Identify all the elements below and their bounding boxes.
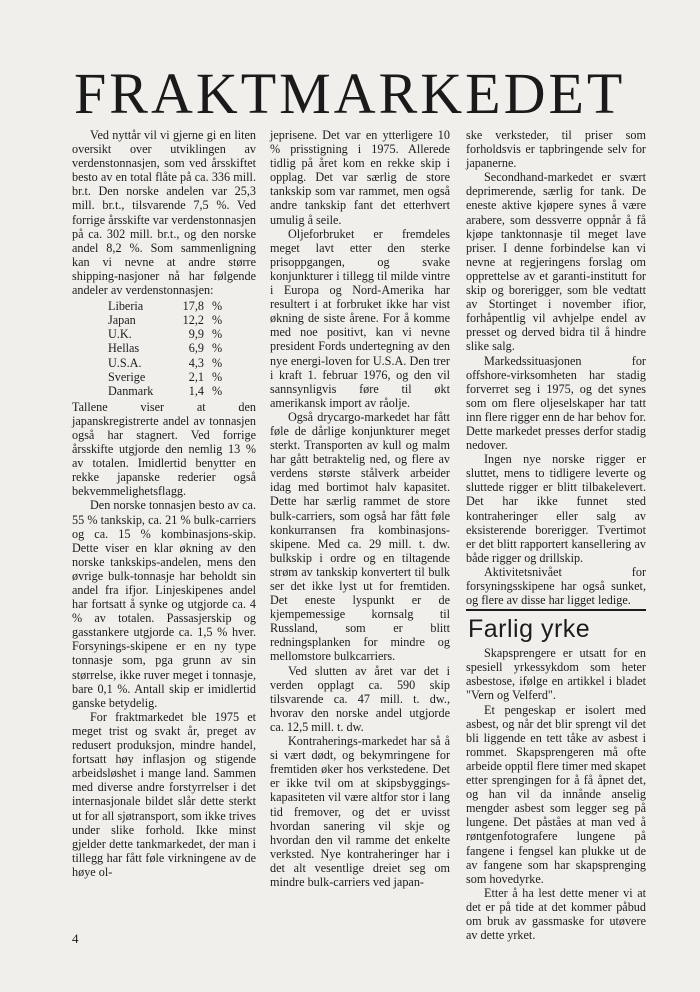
table-row — [108, 370, 222, 384]
tonnage-share-table — [108, 299, 222, 398]
paragraph: Den norske tonnasjen besto av ca. 55 % tankskip, ca. 21 % bulk-carriers og ca. 15 % kombinasjons-skip. Dette viser en klar økning av den norske tankskips-andelen, mens den øvrige bulk-tonnasje har beholdt sin andel fra ifjor. Linjeskipenes andel har fortsatt å synke og utgjorde ca. 4 % av totalen. Passasjerskip og gasstankere utgjorde ca. 1,5 % hver. Forsynings-skipene er en ny type tonnasje som, pga grunn av sin størrelse, ikke ruver meget i tonnasje, bare 0,1 %. Antall skip er imidlertid ganske betydelig. — [72, 498, 256, 710]
paragraph: Ved nyttår vil vi gjerne gi en liten oversikt over utviklingen av verdenstonnasjen, som ved årsskiftet besto av en total flåte på ca. 336 mill. br.t. Den norske andelen var 25,3 mill. br.t., tilsvarende 7,5 %. Ved forrige årsskifte var verdenstonnasjen på ca. 302 mill. br.t., og den norske andel 8,2 %. Som sammenligning kan vi nevne at andre større shipping-nasjoner nå har følgende andeler av verdenstonnasjen: — [72, 128, 256, 298]
country-cell: Sverige — [108, 369, 146, 384]
unit-cell: % — [212, 341, 223, 356]
paragraph: Et pengeskap er isolert med asbest, og når det blir sprengt vil det bli liggende en tett tåke av asbest i rommet. Skapsprengeren må ofte arbeide opptil flere timer med skapet etter sprengingen for å få åpnet det, og han vil da innånde anselig mengder asbest som legger seg på lungene. Det påståes at man ved å røntgenfotografere lungene på fangene i fengsel kan plukke ut de av fangene som har skapsprenging som hovedyrke. — [466, 702, 646, 886]
table-row — [108, 356, 222, 370]
value-cell: 9,9 — [188, 327, 204, 342]
paragraph: Secondhand-markedet er svært deprimerende, særlig for tank. De eneste aktive kjøpere synes å være arabere, som dessverre oppnår å få kjøpe tanktonnasje til meget lave priser. I denne forbindelse kan vi nevne at regjeringens forslag om opprettelse av et garanti-institutt for skip og borerigger, som ble vedtatt av Stortinget i november ifior, forhåpentlig vil avhjelpe endel av presset og derved bidra til å hindre slike salg. — [466, 170, 646, 354]
paragraph: ske verksteder, til priser som forholdsvis er tapbringende selv for japanerne. — [466, 128, 646, 171]
country-cell: Hellas — [108, 341, 140, 356]
paragraph: Ingen nye norske rigger er sluttet, mens to tidligere leverte og sluttede rigger er blitt tilbakelevert. Det har ikke funnet sted kontraheringer eller salg av eksisterende borerigger. Tvertimot er det blitt rapportert kansellering av både rigger og drillskip. — [466, 452, 646, 565]
section-divider — [466, 609, 646, 611]
value-cell: 1,4 — [188, 383, 204, 398]
unit-cell: % — [212, 383, 223, 398]
paragraph: Oljeforbruket er fremdeles meget lavt etter den sterke prisoppgangen, og svake konjunkturer i tillegg til milde vintre i Europa og Nord-Amerika har resultert i at forbruket ikke har vist økning de siste årene. For å komme med noe positivt, kan vi nevne president Fords undertegning av den nye energi-loven for U.S.A. Den trer i kraft 1. februar 1976, og den vil sannsynligvis føre til økt amerikansk import av råolje. — [270, 226, 450, 410]
country-cell: U.S.A. — [108, 355, 142, 370]
table-row — [108, 341, 222, 355]
column-2 — [270, 128, 450, 889]
paragraph: jeprisene. Det var en ytterligere 10 % prisstigning i 1975. Allerede tidlig på året kom en rekke skip i opplag. Det var særlig de store tankskip som var rammet, men også andre tankskip fant det etterhvert umulig å seile. — [270, 128, 450, 227]
article-title: FRAKTMARKEDET — [74, 61, 626, 126]
column-3 — [466, 128, 646, 942]
country-cell: Japan — [108, 313, 136, 328]
page-number: 4 — [72, 931, 79, 946]
table-row — [108, 299, 222, 313]
table-row — [108, 313, 222, 327]
paragraph: Etter å ha lest dette mener vi at det er på tide at det kommer påbud om bruk av gassmaske for utøvere av dette yrket. — [466, 885, 646, 943]
value-cell: 12,2 — [182, 313, 204, 328]
unit-cell: % — [212, 355, 223, 370]
paragraph: Markedssituasjonen for offshore-virksomheten har stadig forverret seg i 1975, og det synes som om flere oljeselskaper har tatt inn flere rigger enn de har behov for. Dette markedet presses derfor stadig nedover. — [466, 353, 646, 453]
country-cell: Liberia — [108, 299, 144, 314]
country-cell: Danmark — [108, 383, 154, 398]
unit-cell: % — [212, 327, 223, 342]
unit-cell: % — [212, 369, 223, 384]
table-row — [108, 327, 222, 341]
paragraph: Aktivitetsnivået for forsyningsskipene har også sunket, og flere av disse har ligget ledige. — [466, 564, 646, 608]
country-cell: U.K. — [108, 327, 132, 342]
unit-cell: % — [212, 299, 223, 314]
paragraph: Tallene viser at den japanskregistrerte andel av tonnasjen også har stagnert. Ved forrige årsskifte utgjorde den nemlig 13 % av totalen. Imidlertid benytter en rekke japanske rederier også bekvemmelighetsflagg. — [72, 399, 256, 499]
sidebar-heading: Farlig yrke — [468, 615, 591, 644]
paragraph: Kontraherings-markedet har så å si vært dødt, og bekymringene for fremtiden øker hos verkstedene. Det er ikke tvil om at skipsbyggings-kapasiteten vil være altfor stor i lang tid fremover, og det er uvisst hvordan sanering vil skje og hvordan den vil ramme det enkelte verksted. Nye kontraheringer har i det alt vesentlige dreiet seg om mindre bulk-carriers ved japan- — [270, 734, 450, 889]
column-1 — [72, 128, 256, 879]
paragraph: For fraktmarkedet ble 1975 et meget trist og svakt år, preget av redusert produksjon, mindre handel, fortsatt høy inflasjon og stigende arbeidsløshet i mange land. Sammen med diverse andre forstyrrelser i det internasjonale bildet slår dette sterkt ut for all sjøtransport, som ikke trives under slike forhold. Ikke minst gjelder dette tankmarkedet, der man i tillegg har fått føle virkningene av de høye ol- — [72, 709, 256, 879]
value-cell: 4,3 — [188, 355, 204, 370]
paragraph: Også drycargo-markedet har fått føle de dårlige konjunkturer meget sterkt. Transporten av kull og malm har gått betraktelig ned, og flere av verdens største stålverk arbeider idag med bortimot halv kapasitet. Dette har særlig rammet de store bulk-carriers, som også har fått føle konkurransen fra kombinasjons-skipene. Med ca. 29 mill. t. dw. bulkskip i ordre og en tiltagende strøm av tankskip konvertert til bulk ser det ikke lyst ut for fremtiden. Det eneste lyspunkt er de kjempemessige kornsalg til Russland, som er blitt redningsplanken for mindre og mellomstore bulkcarriers. — [270, 409, 450, 664]
value-cell: 2,1 — [188, 369, 204, 384]
table-row — [108, 384, 222, 398]
paragraph: Ved slutten av året var det i verden opplagt ca. 590 skip tilsvarende ca. 47 mill. t. dw., hvorav den norske andel utgjorde ca. 12,5 mill. t. dw. — [270, 663, 450, 734]
unit-cell: % — [212, 313, 223, 328]
value-cell: 6,9 — [188, 341, 204, 356]
value-cell: 17,8 — [182, 299, 204, 314]
paragraph: Skapsprengere er utsatt for en spesiell yrkessykdom som heter asbestose, ifølge en artikkel i bladet "Vern og Velferd". — [466, 646, 646, 703]
